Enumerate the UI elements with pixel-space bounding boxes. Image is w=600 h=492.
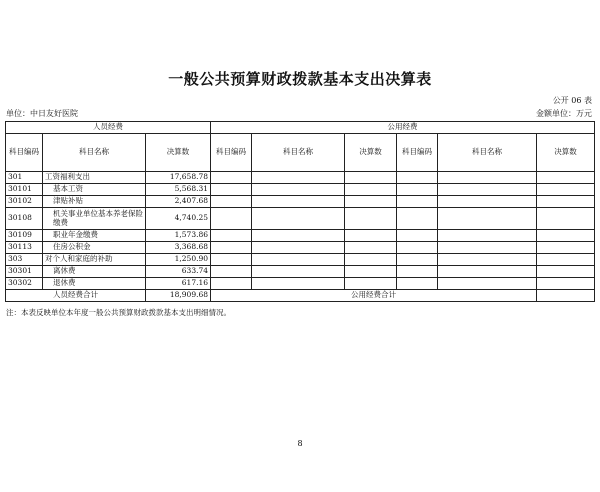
- form-number: 公开 06 表: [552, 96, 592, 105]
- cell-name: 工资福利支出: [43, 172, 146, 184]
- cell-code: 301: [6, 172, 43, 184]
- cell-empty: [438, 172, 537, 184]
- cell-empty: [438, 230, 537, 242]
- cell-code: 30102: [6, 196, 43, 208]
- cell-name: 退休费: [43, 278, 146, 290]
- col-header-name: 科目名称: [438, 134, 537, 172]
- public-total-label: 公用经费合计: [211, 290, 537, 302]
- cell-amount: 17,658.78: [146, 172, 211, 184]
- cell-name: 基本工资: [43, 184, 146, 196]
- cell-code: 30109: [6, 230, 43, 242]
- public-group-header: 公用经费: [211, 122, 595, 134]
- cell-amount: 4,740.25: [146, 208, 211, 230]
- cell-empty: [345, 266, 397, 278]
- table-row: [6, 242, 595, 254]
- group-header-row: [6, 122, 595, 134]
- cell-empty: [397, 266, 438, 278]
- table-row: [6, 196, 595, 208]
- meta-line: [6, 108, 592, 119]
- cell-empty: [397, 242, 438, 254]
- cell-empty: [211, 242, 252, 254]
- totals-row: [6, 290, 595, 302]
- cell-empty: [537, 208, 595, 230]
- cell-code: 30108: [6, 208, 43, 230]
- cell-empty: [397, 208, 438, 230]
- cell-empty: [345, 278, 397, 290]
- col-header-code: 科目编码: [6, 134, 43, 172]
- cell-amount: 2,407.68: [146, 196, 211, 208]
- cell-empty: [345, 254, 397, 266]
- cell-empty: [345, 196, 397, 208]
- cell-empty: [438, 184, 537, 196]
- page-title: 一般公共预算财政拨款基本支出决算表: [168, 70, 432, 88]
- cell-empty: [537, 230, 595, 242]
- cell-empty: [211, 172, 252, 184]
- cell-name: 住房公积金: [43, 242, 146, 254]
- col-header-code: 科目编码: [397, 134, 438, 172]
- table-row: [6, 278, 595, 290]
- cell-empty: [397, 196, 438, 208]
- cell-empty: [211, 196, 252, 208]
- cell-empty: [211, 278, 252, 290]
- cell-empty: [345, 230, 397, 242]
- personnel-group-header: 人员经费: [6, 122, 211, 134]
- personnel-total-label: 人员经费合计: [6, 290, 146, 302]
- cell-empty: [537, 196, 595, 208]
- table-row: [6, 208, 595, 230]
- table-row: [6, 172, 595, 184]
- cell-empty: [397, 278, 438, 290]
- col-header-name: 科目名称: [252, 134, 345, 172]
- cell-empty: [211, 266, 252, 278]
- cell-empty: [252, 242, 345, 254]
- col-header-amount: 决算数: [345, 134, 397, 172]
- cell-empty: [537, 242, 595, 254]
- cell-empty: [537, 278, 595, 290]
- cell-amount: 1,573.86: [146, 230, 211, 242]
- cell-empty: [252, 184, 345, 196]
- cell-empty: [438, 242, 537, 254]
- cell-amount: 5,568.31: [146, 184, 211, 196]
- cell-empty: [438, 208, 537, 230]
- cell-name: 机关事业单位基本养老保险缴费: [43, 208, 146, 230]
- cell-empty: [252, 278, 345, 290]
- col-header-code: 科目编码: [211, 134, 252, 172]
- cell-empty: [438, 278, 537, 290]
- column-header-row: [6, 134, 595, 172]
- col-header-name: 科目名称: [43, 134, 146, 172]
- cell-name: 津贴补贴: [43, 196, 146, 208]
- cell-empty: [211, 208, 252, 230]
- cell-empty: [537, 184, 595, 196]
- cell-empty: [252, 230, 345, 242]
- cell-name: 职业年金缴费: [43, 230, 146, 242]
- cell-empty: [252, 208, 345, 230]
- cell-amount: 633.74: [146, 266, 211, 278]
- cell-empty: [252, 254, 345, 266]
- cell-amount: 1,250.90: [146, 254, 211, 266]
- expenditure-table: [5, 121, 595, 302]
- cell-empty: [252, 266, 345, 278]
- amount-unit-label: 金额单位：万元: [536, 109, 592, 118]
- cell-code: 303: [6, 254, 43, 266]
- cell-empty: [537, 266, 595, 278]
- personnel-total-value: 18,909.68: [146, 290, 211, 302]
- cell-empty: [345, 208, 397, 230]
- cell-code: 30301: [6, 266, 43, 278]
- cell-empty: [397, 172, 438, 184]
- table-row: [6, 230, 595, 242]
- cell-empty: [211, 230, 252, 242]
- cell-name: 对个人和家庭的补助: [43, 254, 146, 266]
- cell-amount: 3,368.68: [146, 242, 211, 254]
- col-header-amount: 决算数: [537, 134, 595, 172]
- cell-empty: [211, 254, 252, 266]
- cell-name: 离休费: [43, 266, 146, 278]
- table-row: [6, 184, 595, 196]
- page-number: 8: [297, 439, 303, 448]
- cell-empty: [345, 242, 397, 254]
- cell-empty: [345, 184, 397, 196]
- cell-empty: [438, 196, 537, 208]
- cell-code: 30101: [6, 184, 43, 196]
- unit-label: 单位：中日友好医院: [6, 109, 78, 118]
- cell-empty: [252, 196, 345, 208]
- cell-code: 30113: [6, 242, 43, 254]
- cell-empty: [252, 172, 345, 184]
- cell-empty: [537, 172, 595, 184]
- table-row: [6, 266, 595, 278]
- cell-empty: [397, 184, 438, 196]
- cell-empty: [397, 254, 438, 266]
- cell-empty: [537, 254, 595, 266]
- public-total-value: [537, 290, 595, 302]
- cell-amount: 617.16: [146, 278, 211, 290]
- footnote: 注：本表反映单位本年度一般公共预算财政拨款基本支出明细情况。: [6, 308, 231, 317]
- cell-empty: [345, 172, 397, 184]
- cell-empty: [438, 254, 537, 266]
- cell-code: 30302: [6, 278, 43, 290]
- cell-empty: [438, 266, 537, 278]
- col-header-amount: 决算数: [146, 134, 211, 172]
- cell-empty: [211, 184, 252, 196]
- table-row: [6, 254, 595, 266]
- cell-empty: [397, 230, 438, 242]
